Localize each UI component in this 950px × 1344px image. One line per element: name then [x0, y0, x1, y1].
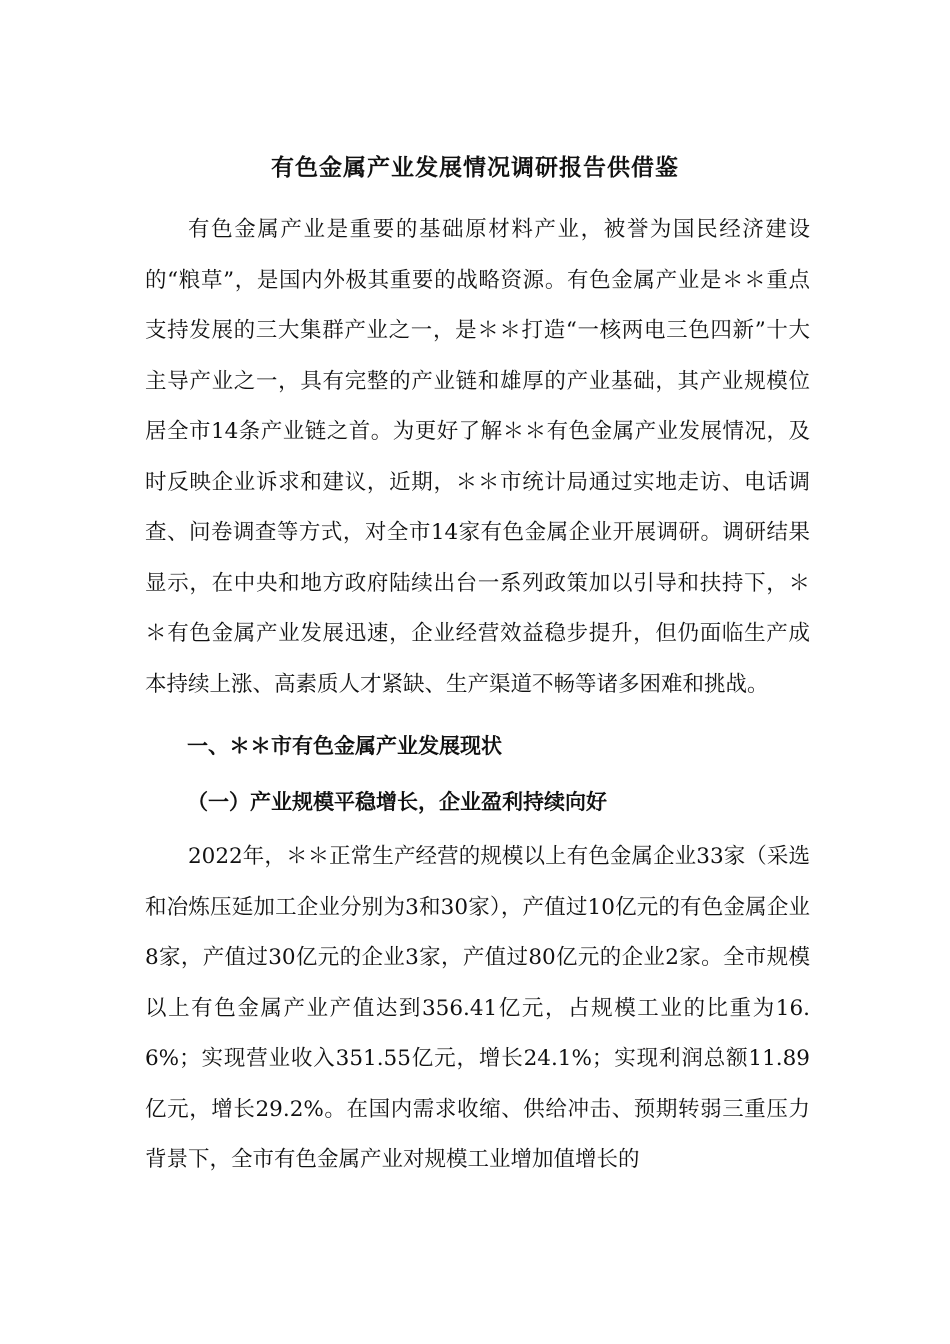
intro-paragraph: 有色金属产业是重要的基础原材料产业，被誉为国民经济建设的“粮草”，是国内外极其重要的战略资源。有色金属产业是＊＊重点支持发展的三大集群产业之一，是＊＊打造“一核两电三色四新”十大主导产业之一，具有完整的产业链和雄厚的产业基础，其产业规模位居全市14条产业链之首。为更好了解＊＊有色金属产业发展情况，及时反映企业诉求和建议，近期，＊＊市统计局通过实地走访、电话调查、问卷调查等方式，对全市14家有色金属企业开展调研。调研结果显示，在中央和地方政府陆续出台一系列政策加以引导和扶持下，＊＊有色金属产业发展迅速，企业经营效益稳步提升，但仍面临生产成本持续上涨、高素质人才紧缺、生产渠道不畅等诸多困难和挑战。	[145, 217, 810, 697]
document-body	[145, 205, 810, 1186]
section-heading: 一、＊＊市有色金属产业发展现状	[187, 733, 502, 758]
subsection-paragraph: 2022年，＊＊正常生产经营的规模以上有色金属企业33家（采选和冶炼压延加工企业分别为3和30家），产值过10亿元的有色金属企业8家，产值过30亿元的企业3家，产值过80亿元的企业2家。全市规模以上有色金属产业产值达到356.41亿元，占规模工业的比重为16.6%；实现营业收入351.55亿元，增长24.1%；实现利润总额11.89亿元，增长29.2%。在国内需求收缩、供给冲击、预期转弱三重压力背景下，全市有色金属产业对规模工业增加值增长的	[145, 844, 810, 1172]
document-title: 有色金属产业发展情况调研报告供借鉴	[271, 154, 679, 181]
subsection-heading: （一）产业规模平稳增长，企业盈利持续向好	[187, 789, 607, 814]
